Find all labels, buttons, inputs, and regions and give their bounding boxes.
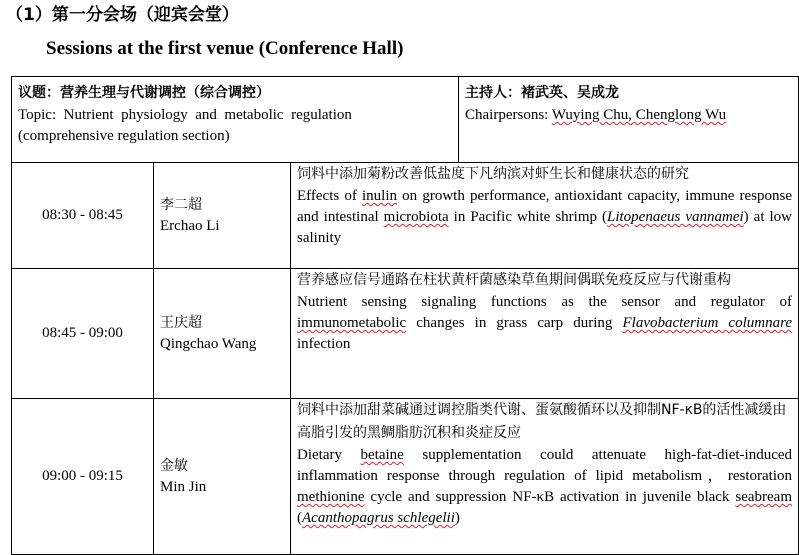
venue-title-zh: （1）第一分会场（迎宾会堂） [6, 5, 239, 25]
speaker-cell [154, 163, 291, 269]
session-row [12, 269, 799, 399]
speaker-name-en: Qingchao Wang [160, 335, 257, 352]
topic-row [12, 77, 799, 163]
speaker-name-en: Erchao Li [160, 217, 220, 234]
talk-title-zh: 饲料中添加甜菜碱通过调控脂类代谢、蛋氨酸循环以及抑制NF-κB的活性减缓由高脂引发的黑鲷脂肪沉积和炎症反应 [297, 402, 787, 441]
talk-title-en: Dietary betaine supplementation could attenuate high-fat-diet-induced inflammation response through regulation of lipid metabolism，restoration methionine cycle and suppression NF-κB activation in juvenile black seabream (Acanthopagrus schlegelii) [297, 447, 793, 526]
chairpersons [465, 105, 792, 126]
venue-title-en: Sessions at the first venue (Conference Hall) [46, 38, 404, 59]
topic-label-en: Topic: Nutrient physiology and metabolic regulation [18, 107, 352, 123]
topic-label-zh: 议题：营养生理与代谢调控（综合调控） [18, 85, 270, 101]
topic-label-en-2: (comprehensive regulation section) [18, 128, 230, 144]
session-time: 08:45 - 09:00 [12, 269, 154, 399]
speaker-cell [154, 399, 291, 555]
speaker-name-en: Min Jin [160, 478, 207, 495]
talk-title-zh: 饲料中添加菊粉改善低盐度下凡纳滨对虾生长和健康状态的研究 [297, 166, 689, 182]
talk-title-cell [291, 399, 799, 555]
talk-title-cell [291, 163, 799, 269]
speaker-name-zh: 金敏 [160, 457, 188, 474]
chair-names: Wuying Chu, Chenglong Wu [551, 107, 727, 123]
speaker-cell [154, 269, 291, 399]
talk-title-en: Effects of inulin on growth performance, antioxidant capacity, immune response and intestinal microbiota in Pacific white shrimp (Litopenaeus vannamei) at low salinity [297, 188, 793, 246]
host-label-zh: 主持人：褚武英、吴成龙 [465, 85, 620, 101]
speaker-name-zh: 王庆超 [160, 314, 202, 331]
session-time: 09:00 - 09:15 [12, 399, 154, 555]
topic-cell [12, 77, 459, 163]
speaker-name-zh: 李二超 [160, 196, 202, 213]
session-time: 08:30 - 08:45 [12, 163, 154, 269]
talk-title-en: Nutrient sensing signaling functions as the sensor and regulator of immunometabolic changes in grass carp during Flavobacterium columnare infection [297, 294, 793, 352]
session-row [12, 163, 799, 269]
talk-title-zh: 营养感应信号通路在柱状黄杆菌感染草鱼期间偶联免疫反应与代谢重构 [297, 272, 731, 288]
chair-label: Chairpersons: [465, 107, 552, 123]
talk-title-cell [291, 269, 799, 399]
chair-cell [459, 77, 799, 163]
schedule-table [11, 76, 799, 555]
session-row [12, 399, 799, 555]
